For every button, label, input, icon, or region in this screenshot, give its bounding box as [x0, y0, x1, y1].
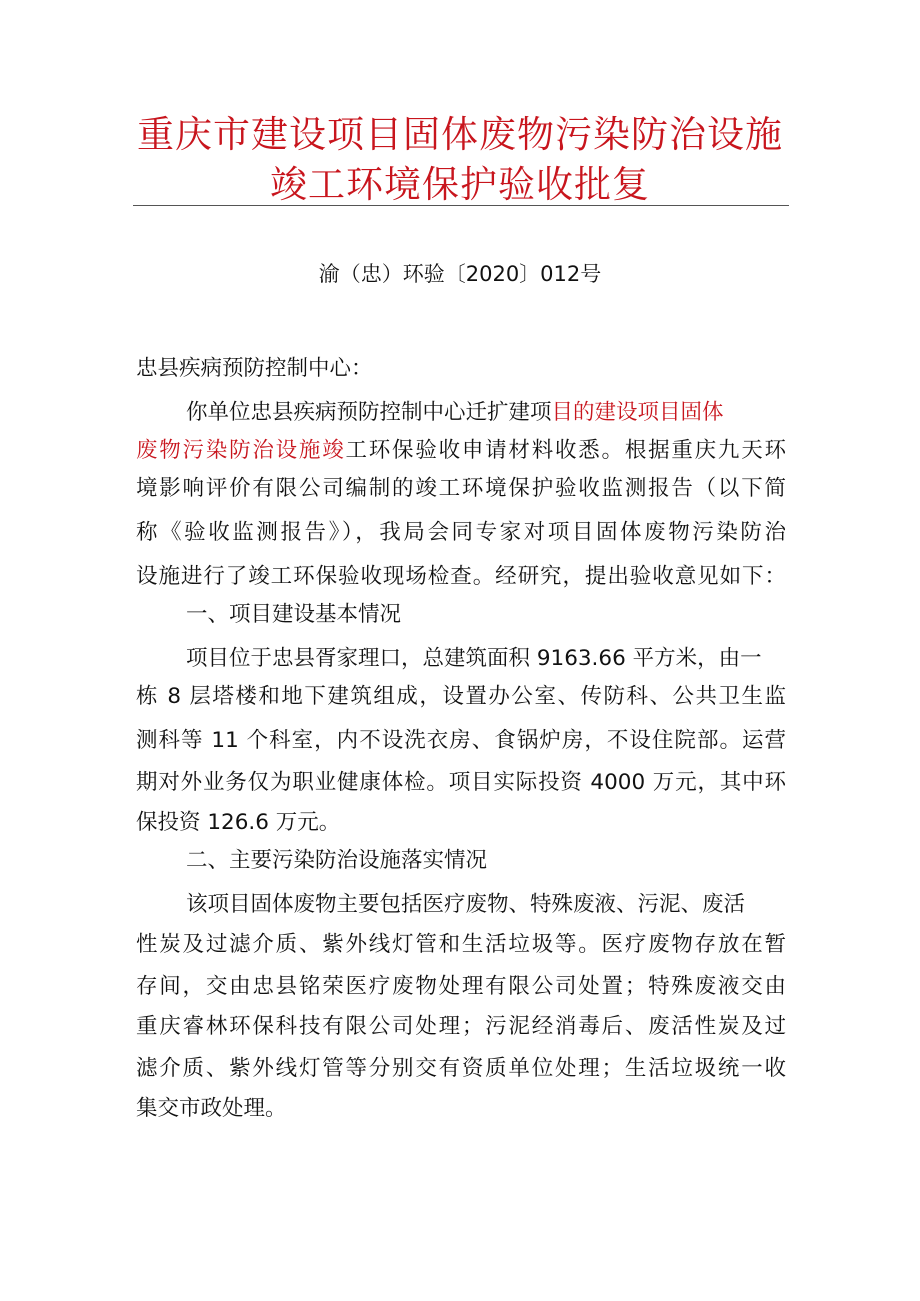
text-span: 工环保验收申请材料收悉。根据重庆九天环	[345, 438, 786, 463]
paragraph-2-line-5: 保投资 126.6 万元。	[136, 810, 341, 835]
text-span: 你单位忠县疾病预防控制中心迁扩建项	[186, 400, 552, 425]
paragraph-2-line-2: 栋 8 层塔楼和地下建筑组成，设置办公室、传防科、公共卫生监	[136, 684, 786, 709]
paragraph-1-line-2	[136, 440, 786, 462]
section-heading-2: 二、主要污染防治设施落实情况	[186, 848, 488, 873]
paragraph-1-line-4: 称《验收监测报告》），我局会同专家对项目固体废物污染防治	[136, 520, 786, 545]
paragraph-2-line-4: 期对外业务仅为职业健康体检。项目实际投资 4000 万元，其中环	[136, 770, 786, 795]
addressee: 忠县疾病预防控制中心：	[136, 356, 373, 381]
highlighted-text: 废物污染防治设施竣	[136, 438, 346, 463]
paragraph-1-line-5: 设施进行了竣工环保验收现场检查。经研究，提出验收意见如下：	[136, 564, 786, 589]
highlighted-text: 目的建设项目固体	[551, 400, 724, 425]
paragraph-1-line-1	[186, 402, 724, 424]
paragraph-2-line-3: 测科等 11 个科室，内不设洗衣房、食锅炉房，不设住院部。运营	[136, 728, 786, 753]
paragraph-3-line-5: 滤介质、紫外线灯管等分别交有资质单位处理；生活垃圾统一收	[136, 1056, 786, 1081]
document-number: 渝（忠）环验〔2020〕012号	[318, 262, 602, 286]
paragraph-3-line-3: 存间，交由忠县铭荣医疗废物处理有限公司处置；特殊废液交由	[136, 974, 786, 999]
section-heading-1: 一、项目建设基本情况	[186, 602, 402, 627]
paragraph-3-line-4: 重庆睿林环保科技有限公司处理；污泥经消毒后、废活性炭及过	[136, 1014, 786, 1039]
document-title-line-1: 重庆市建设项目固体废物污染防治设施	[137, 113, 783, 156]
paragraph-1-line-3: 境影响评价有限公司编制的竣工环境保护验收监测报告（以下简	[136, 476, 786, 501]
paragraph-3-line-1: 该项目固体废物主要包括医疗废物、特殊废液、污泥、废活	[186, 892, 746, 917]
document-title-line-2: 竣工环境保护验收批复	[270, 163, 650, 206]
paragraph-3-line-6: 集交市政处理。	[136, 1096, 287, 1121]
title-divider	[133, 205, 789, 206]
paragraph-3-line-2: 性炭及过滤介质、紫外线灯管和生活垃圾等。医疗废物存放在暂	[136, 932, 786, 957]
paragraph-2-line-1: 项目位于忠县胥家理口，总建筑面积 9163.66 平方米，由一	[186, 646, 762, 671]
